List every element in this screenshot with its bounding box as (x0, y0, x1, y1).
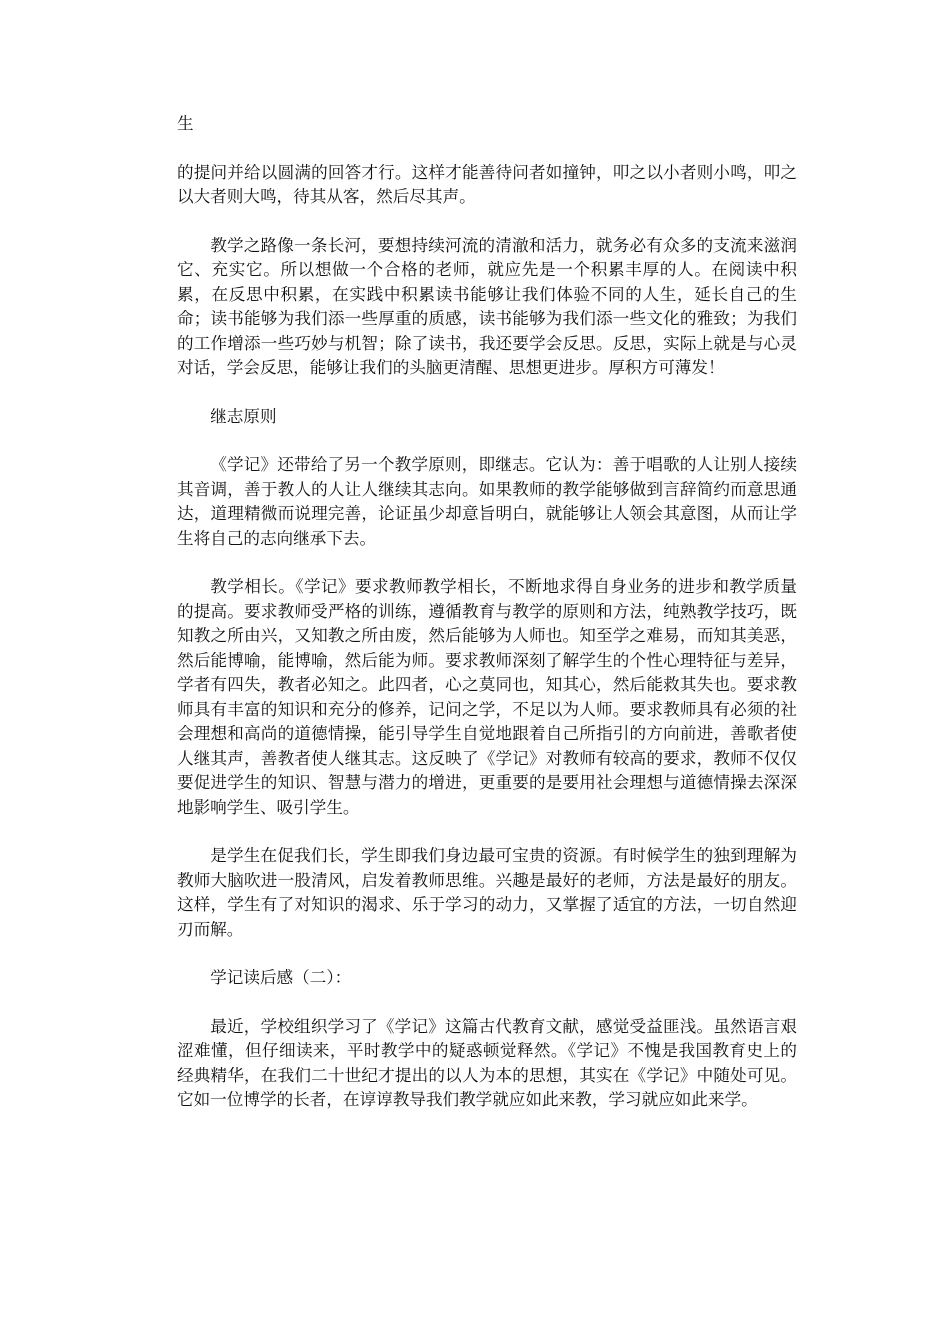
paragraph-school-study: 最近，学校组织学习了《学记》这篇古代教育文献，感觉受益匪浅。虽然语言艰涩难懂，但仔细读来，平时教学中的疑惑顿觉释然。《学记》不愧是我国教育史上的经典精华，在我们二十世纪才提出的以人为本的思想，其实在《学记》中随处可见。它如一位博学的长者，在谆谆教导我们教学就应如此来教，学习就应如此来学。 (177, 1016, 797, 1109)
section-heading-jizhi: 继志原则 (210, 406, 277, 426)
paragraph-teaching-growth: 教学相长。《学记》要求教师教学相长，不断地求得自身业务的进步和教学质量的提高。要求教师受严格的训练，遵循教育与教学的原则和方法，纯熟教学技巧，既知教之所由兴，又知教之所由废，然后能够为人师也。知至学之难易，而知其美恶，然后能博喻，能博喻，然后能为师。要求教师深刻了解学生的个性心理特征与差异，学者有四失，教者必知之。此四者，心之莫同也，知其心，然后能救其失也。要求教师具有丰富的知识和充分的修养，记问之学，不足以为人师。要求教师具有必须的社会理想和高尚的道德情操，能引导学生自觉地跟着自己所指引的方向前进，善歌者使人继其声，善教者使人继其志。这反映了《学记》对教师有较高的要求，教师不仅仅要促进学生的知识、智慧与潜力的增进，更重要的是要用社会理想与道德情操去深深地影响学生、吸引学生。 (177, 577, 797, 817)
lead-fragment: 生 (177, 114, 194, 133)
paragraph-students-resource: 是学生在促我们长，学生即我们身边最可宝贵的资源。有时候学生的独到理解为教师大脑吹进一股清风，启发着教师思维。兴趣是最好的老师，方法是最好的朋友。这样，学生有了对知识的渴求、乐于学习的动力，又掌握了适宜的方法，一切自然迎刃而解。 (177, 846, 797, 939)
paragraph-teaching-river: 教学之路像一条长河，要想持续河流的清澈和活力，就务必有众多的支流来滋润它、充实它。所以想做一个合格的老师，就应先是一个积累丰厚的人。在阅读中积累，在反思中积累，在实践中积累读书能够让我们体验不同的人生，延长自己的生命；读书能够为我们添一些厚重的质感，读书能够为我们添一些文化的雅致；为我们的工作增添一些巧妙与机智；除了读书，我还要学会反思。反思，实际上就是与心灵对话，学会反思，能够让我们的头脑更清醒、思想更进步。厚积方可薄发！ (177, 235, 797, 377)
document-page (177, 112, 797, 1137)
paragraph-question-response: 的提问并给以圆满的回答才行。这样才能善待问者如撞钟，叩之以小者则小鸣，叩之以大者则大鸣，待其从客，然后尽其声。 (177, 162, 797, 206)
section-heading-reflection-two: 学记读后感（二）： (210, 968, 352, 987)
paragraph-jizhi-principle: 《学记》还带给了另一个教学原则，即继志。它认为：善于唱歌的人让别人接续其音调，善于教人的人让人继续其志向。如果教师的教学能够做到言辞简约而意思通达，道理精微而说理完善，论证虽少却意旨明白，就能够让人领会其意图，从而让学生将自己的志向继承下去。 (177, 455, 797, 548)
